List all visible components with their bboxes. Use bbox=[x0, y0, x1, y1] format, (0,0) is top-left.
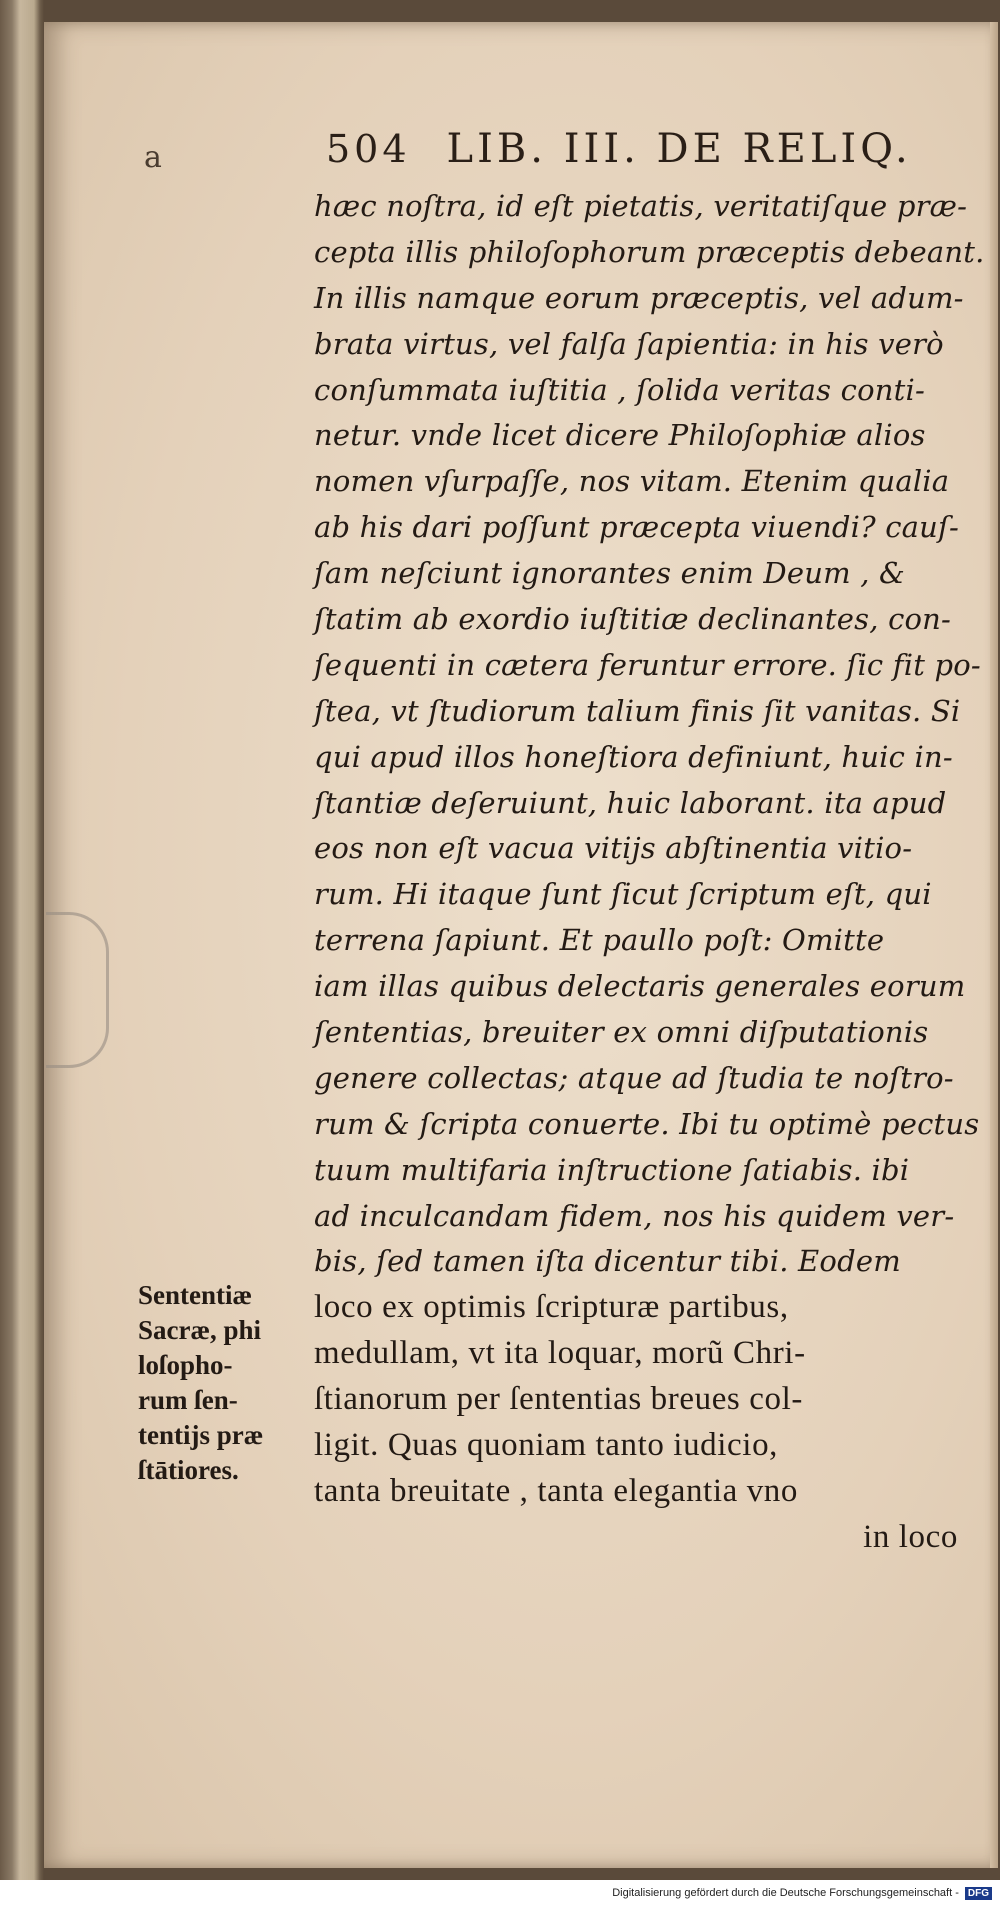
text-line: genere collectas; atque ad ſtudia te noſtro- bbox=[314, 1060, 954, 1095]
margin-note-line: rum ſen- bbox=[138, 1385, 238, 1415]
running-header bbox=[326, 126, 926, 176]
dfg-logo: DFG bbox=[965, 1887, 992, 1900]
page-clip bbox=[46, 912, 109, 1068]
digitization-credit bbox=[0, 1880, 1000, 1906]
margin-note-line: loſopho- bbox=[138, 1350, 233, 1380]
margin-note bbox=[138, 1278, 314, 1488]
text-line: hæc noſtra, id eſt pietatis, veritatiſque præ- bbox=[314, 189, 968, 223]
text-line: ſam neſciunt ignorantes enim Deum , & bbox=[314, 556, 906, 591]
text-line: iam illas quibus delectaris generales eorum bbox=[314, 969, 966, 1004]
text-line: netur. vnde licet dicere Philoſophiæ alios bbox=[314, 418, 926, 453]
text-line: ſtantiæ deſeruiunt, huic laborant. ita apud bbox=[314, 785, 947, 820]
text-line: cepta illis philoſophorum præceptis debeant. bbox=[314, 234, 985, 269]
text-line: tanta breuitate , tanta elegantia vno bbox=[314, 1472, 798, 1509]
body-text bbox=[314, 184, 985, 1561]
text-line: bis, ſed tamen iſta dicentur tibi. Eodem bbox=[314, 1244, 901, 1279]
text-line: rum & ſcripta conuerte. Ibi tu optimè pectus bbox=[314, 1106, 980, 1141]
text-line: brata virtus, vel falſa ſapientia: in his verò bbox=[314, 326, 944, 361]
text-line: ad inculcandam fidem, nos his quidem ver- bbox=[314, 1198, 955, 1233]
margin-note-line: tentijs præ bbox=[138, 1420, 264, 1450]
text-line: ſtianorum per ſententias breues col- bbox=[314, 1381, 803, 1418]
margin-note-line: Sacræ, phi bbox=[138, 1315, 262, 1345]
text-line: in loco bbox=[863, 1518, 958, 1555]
text-line: conſummata iuſtitia , ſolida veritas conti- bbox=[314, 372, 925, 407]
text-line: loco ex optimis ſcripturæ partibus, bbox=[314, 1289, 789, 1326]
text-line: ligit. Quas quoniam tanto iudicio, bbox=[314, 1427, 779, 1464]
page-edge bbox=[990, 22, 998, 1868]
text-line: terrena ſapiunt. Et paullo poſt: Omitte bbox=[314, 923, 885, 958]
margin-note-line: ſtātiores. bbox=[138, 1455, 239, 1485]
text-line: rum. Hi itaque ſunt ſicut ſcriptum eſt, qui bbox=[314, 877, 932, 912]
text-line: medullam, vt ita loquar, morũ Chri- bbox=[314, 1335, 806, 1372]
text-line: nomen vſurpaſſe, nos vitam. Etenim qualia bbox=[314, 464, 950, 499]
running-title: LIB. III. DE RELIQ. bbox=[446, 126, 912, 172]
text-line: ſequenti in cætera feruntur errore. ſic fit po- bbox=[314, 647, 981, 682]
margin-note-line: Sententiæ bbox=[138, 1280, 252, 1310]
text-line: ſtatim ab exordio iuſtitiæ declinantes, con- bbox=[314, 602, 952, 637]
text-line: ab his dari poſſunt præcepta viuendi? cauſ- bbox=[314, 510, 959, 545]
text-line: ſententias, breuiter ex omni diſputationis bbox=[314, 1015, 929, 1050]
credit-text: Digitalisierung gefördert durch die Deutsche Forschungsgemeinschaft - bbox=[612, 1887, 959, 1899]
text-line: In illis namque eorum præceptis, vel adum- bbox=[314, 280, 964, 315]
text-line: eos non eſt vacua vitijs abſtinentia vitio- bbox=[314, 831, 913, 866]
page-number: 504 bbox=[326, 127, 411, 171]
text-line: ſtea, vt ſtudiorum talium finis ſit vanitas. Si bbox=[314, 693, 961, 728]
text-line: tuum multifaria inſtructione ſatiabis. ibi bbox=[314, 1152, 910, 1187]
text-line: qui apud illos honeſtiora definiunt, huic in- bbox=[314, 739, 953, 774]
pencil-mark: a bbox=[144, 140, 162, 175]
